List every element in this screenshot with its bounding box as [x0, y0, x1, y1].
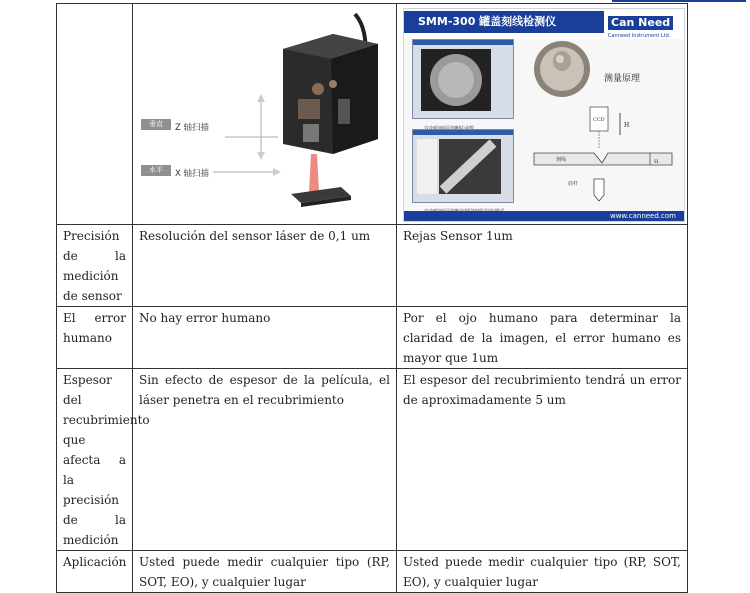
can-lid-photo [532, 39, 592, 99]
optical-cell: El espesor del recubrimiento tendrá un error de aproximadamente 5 um [397, 369, 688, 551]
laser-sensor-picture [133, 4, 397, 224]
comparison-table [56, 3, 688, 593]
table-row [57, 369, 688, 551]
laser-cell: Sin efecto de espesor de la película, el láser penetra en el recubrimiento [133, 369, 397, 551]
x-axis-label: X 轴扫描 [175, 169, 210, 179]
score-label: 刻线 [556, 157, 567, 163]
row-label: Espesor del recubrimiento que afecta a la precisión de la medición [57, 369, 133, 551]
z-axis-label: Z 轴扫描 [175, 123, 210, 133]
laser-cell: Usted puede medir cualquier tipo (RP, SOT, EO), y cualquier lugar [133, 551, 397, 593]
z-axis-tag: 垂直 [141, 119, 171, 130]
x-axis-tag: 水平 [141, 165, 171, 176]
optical-cell: Por el ojo humano para determinar la claridad de la imagen, el error humano es mayor que 1um [397, 307, 688, 369]
h-label: H [624, 122, 630, 129]
measurement-principle-title: 测量原理 [604, 74, 641, 84]
microscope-window-1 [412, 39, 514, 119]
microscope-window-2 [412, 129, 514, 203]
row-label: Aplicación [57, 551, 133, 593]
base-label: 底杆 [568, 181, 579, 187]
row-label: Precisión de la medición de sensor [57, 225, 133, 307]
measurement-principle-diagram [532, 101, 682, 209]
logo-sub-text: Canneed Instrument Ltd. [608, 33, 671, 39]
laser-sensor-device-drawing [133, 4, 397, 224]
score-line-view-image [413, 135, 513, 201]
empty-header-cell [57, 4, 133, 225]
optical-cell: Rejas Sensor 1um [397, 225, 688, 307]
canneed-logo [608, 12, 678, 39]
screenshot-title: SMM-300 罐盖刻线检测仪 [404, 11, 604, 33]
blurred-view-image [413, 45, 513, 117]
instrument-screenshot [403, 8, 685, 222]
laser-cell: Resolución del sensor láser de 0,1 um [133, 225, 397, 307]
ccd-label: CCD [593, 117, 605, 123]
top-accent-bar [612, 0, 746, 2]
screenshot-header [404, 9, 684, 39]
logo-main-text: Can Need [608, 16, 673, 30]
laser-cell: No hay error humano [133, 307, 397, 369]
table-row [57, 307, 688, 369]
optical-instrument-image-cell [397, 4, 688, 225]
optical-cell: Usted puede medir cualquier tipo (RP, SOT, EO), y cualquier lugar [397, 551, 688, 593]
svg-text:H: H [654, 159, 659, 165]
row-label: El error humano [57, 307, 133, 369]
comparison-table-wrapper [56, 3, 687, 593]
screenshot-footer: www.canneed.com [404, 211, 684, 221]
image-row [57, 4, 688, 225]
table-row [57, 225, 688, 307]
laser-sensor-image-cell [133, 4, 397, 225]
table-row [57, 551, 688, 593]
